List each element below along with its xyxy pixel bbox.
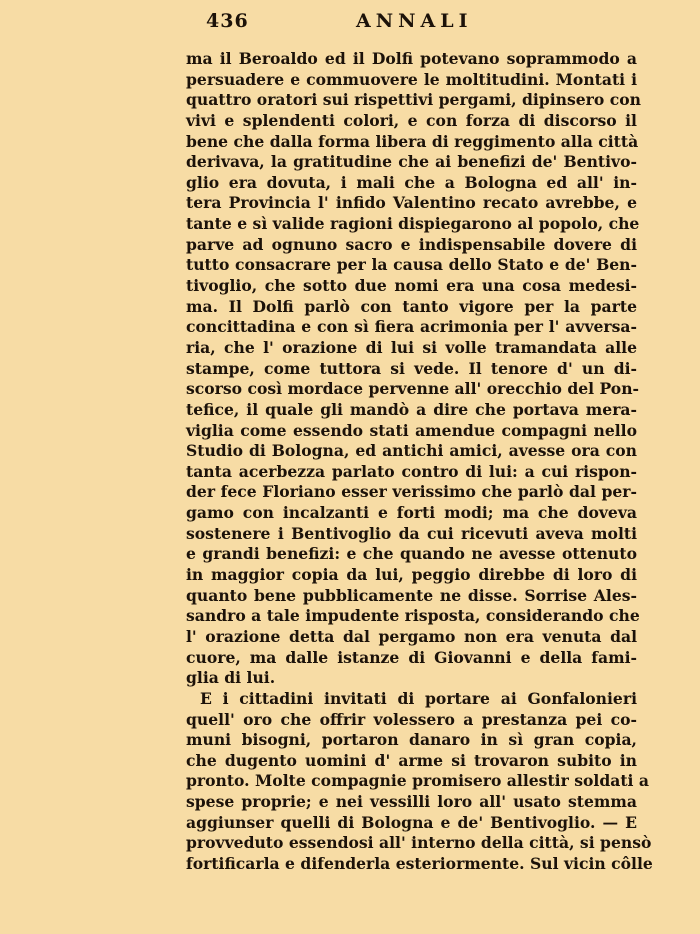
text-line: quanto bene pubblicamente ne disse. Sorrise Ales- bbox=[186, 585, 637, 605]
text-line: tivoglio, che sotto due nomi era una cosa medesi- bbox=[186, 276, 637, 296]
text-line: der fece Floriano esser verissimo che parlò dal per- bbox=[186, 482, 637, 502]
text-line: concittadina e con sì fiera acrimonia per l' avversa- bbox=[186, 317, 637, 337]
text-line: e grandi benefizi: e che quando ne avesse ottenuto bbox=[186, 544, 637, 564]
running-title: ANNALI bbox=[356, 10, 473, 32]
text-line: sandro a tale impudente risposta, considerando che bbox=[186, 606, 640, 626]
text-line: bene che dalla forma libera di reggimento alla città bbox=[186, 131, 639, 151]
text-line: che dugento uomini d' arme si trovaron subito in bbox=[186, 750, 637, 770]
text-line: ria, che l' orazione di lui si volle tramandata alle bbox=[186, 337, 637, 357]
text-line: tutto consacrare per la causa dello Stato e de' Ben- bbox=[186, 255, 637, 275]
text-line: aggiunser quelli di Bologna e de' Bentivoglio. — E bbox=[186, 812, 637, 832]
text-line: in maggior copia da lui, peggio direbbe di loro di bbox=[186, 565, 637, 585]
text-line: vivi e splendenti colori, e con forza di discorso il bbox=[186, 110, 637, 130]
text-line: tante e sì valide ragioni dispiegarono al popolo, che bbox=[186, 214, 640, 234]
text-line: l' orazione detta dal pergamo non era venuta dal bbox=[186, 626, 637, 646]
text-line-paragraph-start: E i cittadini invitati di portare ai Gonfalonieri bbox=[200, 688, 637, 708]
text-line: ma. Il Dolfi parlò con tanto vigore per la parte bbox=[186, 296, 637, 316]
text-line: tanta acerbezza parlato contro di lui: a cui rispon- bbox=[186, 461, 637, 481]
text-line: derivava, la gratitudine che ai benefizi de' Bentivo- bbox=[186, 152, 637, 172]
text-line: persuadere e commuovere le moltitudini. Montati i bbox=[186, 69, 637, 89]
text-line: ma il Beroaldo ed il Dolfi potevano soprammodo a bbox=[186, 49, 637, 68]
text-line-paragraph-end: glia di lui. bbox=[186, 668, 276, 688]
text-line: viglia come essendo stati amendue compagni nello bbox=[186, 420, 637, 440]
text-line: fortificarla e difenderla esteriormente. Sul vicin côlle bbox=[186, 853, 653, 873]
text-line: gamo con incalzanti e forti modi; ma che doveva bbox=[186, 503, 637, 523]
body-text bbox=[186, 49, 653, 875]
text-line: tera Provincia l' infido Valentino recato avrebbe, e bbox=[186, 193, 637, 213]
text-line: tefice, il quale gli mandò a dire che portava mera- bbox=[186, 399, 637, 419]
text-line: Studio di Bologna, ed antichi amici, avesse ora con bbox=[186, 441, 637, 461]
page-header bbox=[0, 10, 700, 34]
text-line: cuore, ma dalle istanze di Giovanni e della fami- bbox=[186, 647, 637, 667]
text-line: stampe, come tuttora si vede. Il tenore d' un di- bbox=[186, 358, 637, 378]
text-line: spese proprie; e nei vessilli loro all' usato stemma bbox=[186, 792, 637, 812]
text-line: provveduto essendosi all' interno della città, si pensò bbox=[186, 833, 652, 853]
text-line: pronto. Molte compagnie promisero allestir soldati a bbox=[186, 771, 649, 791]
page-number: 436 bbox=[206, 10, 249, 32]
text-line: quattro oratori sui rispettivi pergami, dipinsero con bbox=[186, 90, 641, 110]
text-line: scorso così mordace pervenne all' orecchio del Pon- bbox=[186, 379, 640, 399]
text-line: muni bisogni, portaron danaro in sì gran copia, bbox=[186, 730, 637, 750]
text-line: quell' oro che offrir volessero a prestanza pei co- bbox=[186, 709, 637, 729]
text-line: sostenere i Bentivoglio da cui ricevuti aveva molti bbox=[186, 523, 637, 543]
text-line: parve ad ognuno sacro e indispensabile dovere di bbox=[186, 234, 637, 254]
text-line: glio era dovuta, i mali che a Bologna ed all' in- bbox=[186, 172, 637, 192]
